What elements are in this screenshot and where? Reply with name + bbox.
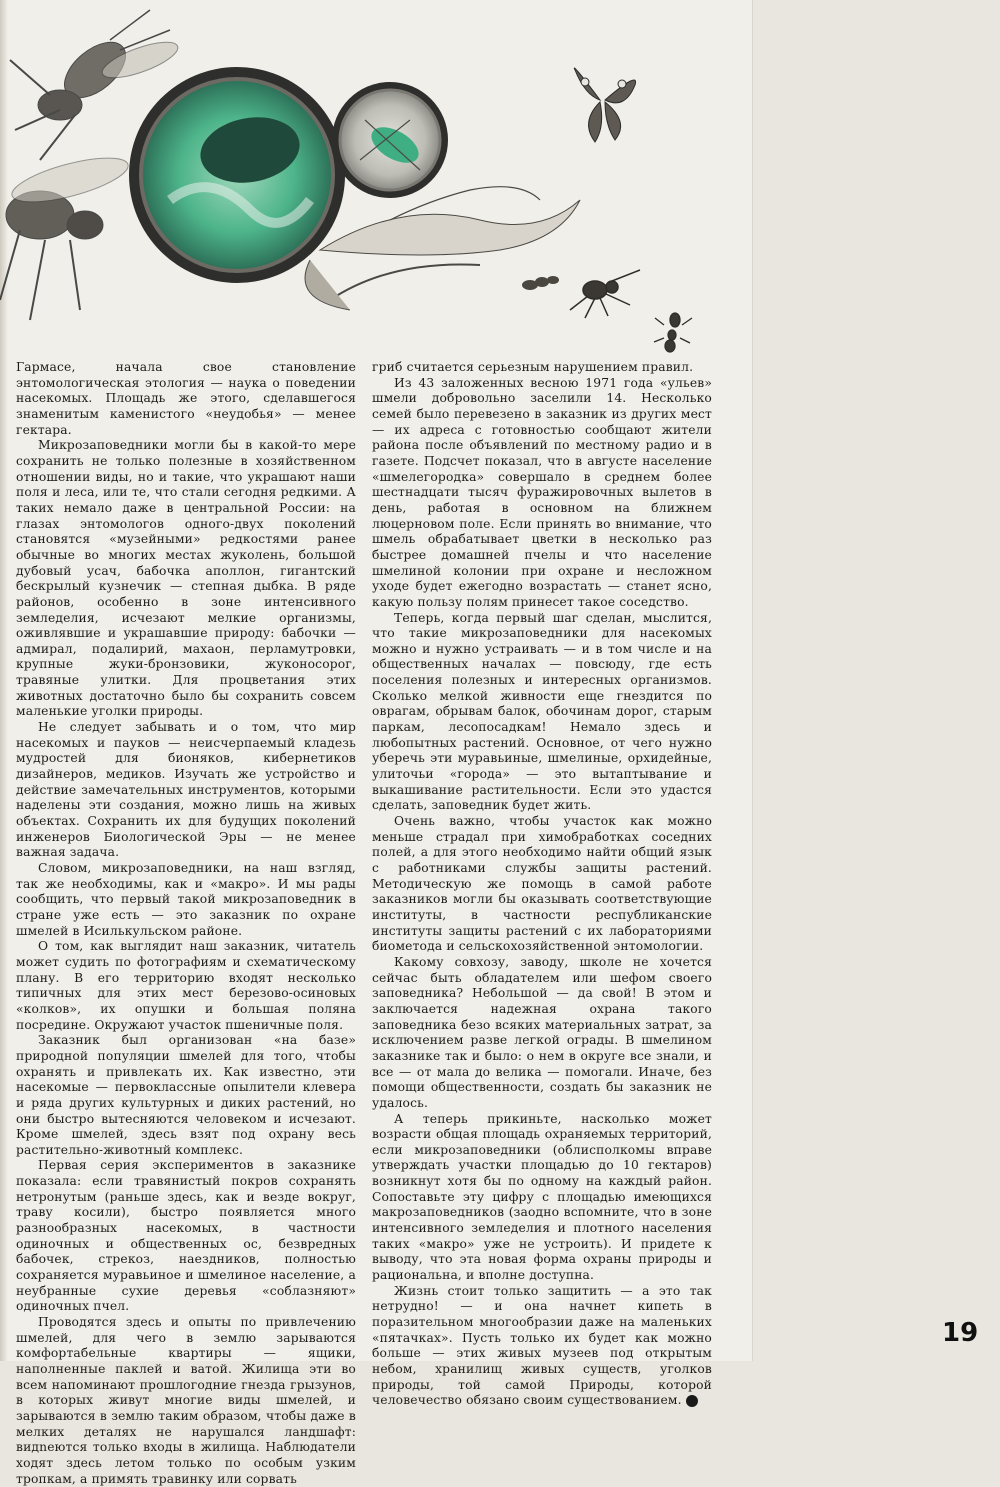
paragraph: Первая серия экспериментов в заказнике показала: если травянистый покров сохранять нетронутым (раньше здесь, как и везде вокруг, траву косили), быстро появляется много разнообразных насекомых, в частности одиночных и общественных ос, безвредных бабочек, стрекоз, наездников, полностью сохраняется муравьиное и шмелиное население, а неубранные сухие деревья «соблазняют» одиночных пчел.: [16, 1158, 356, 1314]
paragraph: гриб считается серьезным нарушением правил.: [372, 360, 694, 374]
insect-illustration: [0, 0, 752, 360]
fly-photo: [332, 82, 448, 198]
paragraph: Микрозаповедники могли бы в какой-то мере сохранить не только полезные в хозяйственном отношении виды, но и такие, что украшают наши поля и леса, или те, что стали сегодня редкими. А таких немало даже в центральной России: на глазах энтомологов одного-двух поколений становятся «музейными» редкостями ранее обычные во многих местах жуколень, большой дубовый усач, бабочка аполлон, гигантский бескрылый кузнечик — степная дыбка. В ряде районов, особенно в зоне интенсивного земледелия, исчезают мелкие организмы, оживлявшие и украшавшие природу: бабочки — адмирал, подалирий, махаон, перламутровки, крупные жуки-бронзовики, жуконосорог, травяные улитки. Для процветания этих животных достаточно было бы сохранить совсем маленькие уголки природы.: [16, 438, 356, 719]
paragraph: О том, как выглядит наш заказник, читатель может судить по фотографиям и схематическому плану. В его территорию входят несколько типичных для этих мест березово-осиновых «колков», их опушки и большая поляна посредине. Окружают участок пшеничные поля.: [16, 939, 356, 1032]
article-column-left: [16, 360, 356, 1487]
paragraph: Очень важно, чтобы участок как можно меньше страдал при химобработках соседних полей, а для этого необходимо найти общий язык с работниками службы защиты растений. Методическую же помощь в самой работе заказников могли бы оказывать соответствующие институты, в частности республиканские институты защиты растений с их лабораториями биометода и сельскохозяйственной энтомологии.: [372, 814, 712, 954]
article-column-right: [372, 360, 712, 1409]
end-of-article-icon: [686, 1395, 698, 1407]
butterfly-icon: [574, 68, 635, 142]
green-beetle-photo: [129, 67, 345, 283]
leaf-icon: [305, 187, 580, 310]
paragraph: Заказник был организован «на базе» природной популяции шмелей для того, чтобы охранять и привлекать их. Как известно, эти насекомые — первоклассные опылители клевера и ряда других культурных и диких растений, но они быстро вытесняются человеком и исчезают. Кроме шмелей, здесь взят под охрану весь растительно-животный комплекс.: [16, 1033, 356, 1157]
paragraph: Проводятся здесь и опыты по привлечению шмелей, для чего в землю зарываются комфортабельные квартиры — ящики, наполненные паклей и ватой. Жилища эти во всем напоминают прошлогодние гнезда грызунов, в которых живут многие виды шмелей, и зарываются в землю таким образом, чтобы даже в мелких деталях не нарушался ландшафт: видneются только входы в жилища. Наблюдатели ходят здесь летом только по особым узким тропкам, а примять травинку или сорвать: [16, 1315, 356, 1486]
caterpillar-icon: [522, 276, 559, 290]
paragraph: Не следует забывать и о том, что мир насекомых и пауков — неисчерпаемый кладезь мудростей для бионяков, кибернетиков дизайнеров, медиков. Изучать же устройство и действие замечательных инструментов, которыми наделены эти создания, можно лишь на живых объектах. Сохранить их для будущих поколений инженеров Биологической Эры — не менее важная задача.: [16, 720, 356, 860]
spider-icon: [570, 270, 640, 318]
paragraph: Гармасе, начала свое становление энтомологическая этология — наука о поведении насекомых. Площадь же этого, сделавшегося знаменитым каменистого «неудобья» — менее гектара.: [16, 360, 356, 437]
hornet-icon: [0, 149, 132, 320]
paragraph: Теперь, когда первый шаг сделан, мыслится, что такие микрозаповедники для насекомых можно и нужно устраивать — и в том числе и на общественных началах — повсюду, где есть поселения полезных и интересных организмов. Сколько мелкой живности еще гнездится по оврагам, обрывам балок, обочинам дорог, старым паркам, лесопосадкам! Немало здесь и любопытных растений. Основное, от чего нужно уберечь эти муравьиные, шмелиные, орхидейные, улиточьи «города» — это вытаптывание и выкашивание растительности. Если это удастся сделать, заповедник будет жить.: [372, 610, 712, 813]
paragraph: Словом, микрозаповедники, на наш взгляд, так же необходимы, как и «макро». И мы рады сообщить, что первый такой микрозаповедник в стране уже есть — это заказник по охране шмелей в Исилькульском районе.: [16, 861, 356, 938]
paragraph-text: Жизнь стоит только защитить — а это так нетрудно! — и она начнет кипеть в поразительном многообразии даже на маленьких «пятачках». Пусть только их будет как можно больше — этих живых музеев под открытым небом, хранилищ живых существ, уголков природы, той самой Природы, которой человечество обязано своим существованием.: [372, 1283, 712, 1408]
paragraph: А теперь прикиньте, насколько может возрасти общая площадь охраняемых территорий, если микрозаповедники (облисполкомы вправе утверждать участки площадью до 10 гектаров) возникнут хотя бы по одному на каждый район. Сопоставьте эту цифру с площадью имеющихся макрозаповедников (заодно вспомните, что в зоне интенсивного земледелия и плотного населения таких «макро» уже не устроить). И придете к выводу, что эта новая форма охраны природы и рациональна, и вполне доступна.: [372, 1111, 712, 1283]
paragraph-final: [372, 1284, 712, 1409]
page-number: 19: [942, 1318, 979, 1348]
paragraph: Какому совхозу, заводу, школе не хочется сейчас быть обладателем или шефом своего заповедника? Небольшой — да свой! В этом и заключается надежная охрана такого заповедника безо всяких материальных затрат, за исключением разве легкой ограды. В шмелином заказнике так и было: о нем в округе все знали, и все — от мала до велика — помогали. Иначе, без помощи общественности, создать бы заказник не удалось.: [372, 954, 712, 1110]
ant-icon: [654, 313, 692, 352]
paragraph: Из 43 заложенных весною 1971 года «ульев» шмели добровольно заселили 14. Несколько семей было перевезено в заказник из других мест — их адреса с готовностью сообщают жители района после объявлений по местному радио и в газете. Подсчет показал, что в августе население «шмелегородка» совершало в среднем более шестнадцати тысяч фуражировочных вылетов в день, работая в основном на ближнем люцерновом поле. Если принять во внимание, что шмель обрабатывает цветки в несколько раз быстрее домашней пчелы и что население шмелиной колонии при охране и несложном уходе будет ежегодно возрастать — станет ясно, какую пользу полям принесет такое соседство.: [372, 375, 712, 609]
